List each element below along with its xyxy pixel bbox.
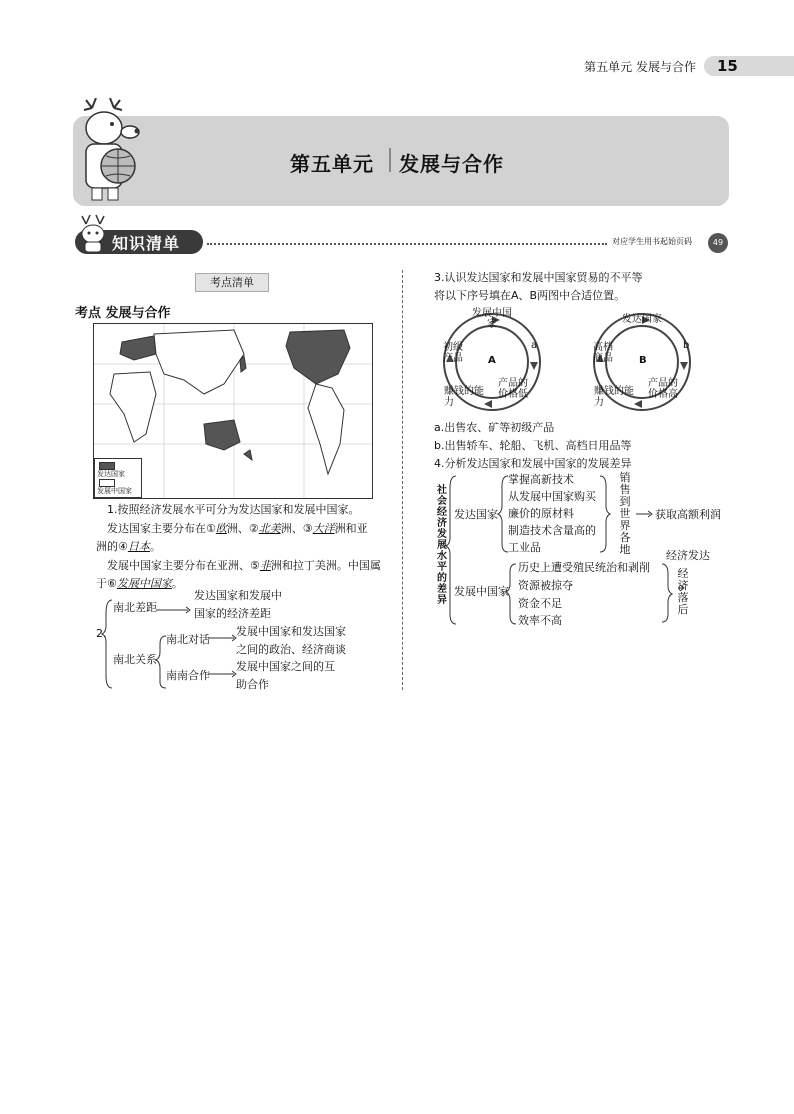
developing-item-4: 效率不高 xyxy=(518,614,562,627)
side-char: 经 xyxy=(437,507,447,518)
side-char: 平 xyxy=(437,562,447,573)
economy-developed: 经济发达 xyxy=(666,549,710,562)
option-a: a.出售农、矿等初级产品 xyxy=(434,421,555,434)
deer-small-icon xyxy=(76,214,112,254)
cycle-a-left: 初级产品 xyxy=(443,342,463,364)
sell-worldwide xyxy=(619,472,631,556)
page-number: 15 xyxy=(717,57,738,75)
sell-char: 销 xyxy=(619,471,631,484)
cycle-b-bottom-right: 产品的价格高 xyxy=(648,378,678,400)
question-3-line-1: 3.认识发达国家和发展中国家贸易的不平等 xyxy=(434,271,643,284)
p2-text: 发达国家主要分布在① xyxy=(107,522,216,535)
developed-item-4: 制造技术含量高的 xyxy=(508,524,596,537)
developing-label: 发展中国家 xyxy=(454,585,509,598)
p2-text-b: 洲、② xyxy=(226,522,259,535)
north-south-number: 2. xyxy=(96,627,107,640)
sell-char: 地 xyxy=(619,543,631,556)
question-3-line-2: 将以下序号填在A、B两图中合适位置。 xyxy=(434,289,626,302)
developed-item-1: 掌握高新技术 xyxy=(508,473,574,486)
economy-backward xyxy=(677,568,689,616)
p2-text-c: 洲、③ xyxy=(280,522,313,535)
sell-char: 各 xyxy=(619,531,631,544)
p5-text: 于⑥ xyxy=(96,577,117,590)
developing-item-3: 资金不足 xyxy=(518,597,562,610)
answer-4: 日本 xyxy=(127,540,150,553)
answer-5: 非 xyxy=(259,559,271,572)
south-south-desc-2: 助合作 xyxy=(236,678,269,691)
p4-text: 发展中国家主要分布在亚洲、⑤ xyxy=(107,559,260,572)
title-separator xyxy=(389,148,391,172)
para-3 xyxy=(96,537,161,557)
side-char: 差 xyxy=(437,584,447,595)
lag-char: 济 xyxy=(677,579,689,592)
p3-text-b: 。 xyxy=(149,540,161,553)
developing-item-2: 资源被掠夺 xyxy=(518,579,573,592)
sell-char: 界 xyxy=(619,519,631,532)
cycle-a-right: a xyxy=(531,340,538,351)
developed-item-2: 从发展中国家购买 xyxy=(508,490,596,503)
north-south-dialogue-label: 南北对话 xyxy=(166,633,210,646)
kaodian-tag: 考点清单 xyxy=(195,273,269,292)
para-1: 1.按照经济发展水平可分为发达国家和发展中国家。 xyxy=(107,503,360,516)
para-5 xyxy=(96,574,183,594)
cycle-a-bottom-right: 产品的价格低 xyxy=(498,378,528,400)
side-char: 异 xyxy=(437,595,447,606)
developed-label: 发达国家 xyxy=(454,508,498,521)
p4-text-b: 洲和拉丁美洲。中国属 xyxy=(270,559,381,572)
section-title: 知识清单 xyxy=(112,234,181,253)
legend-label-developing: 发展中国家 xyxy=(97,487,132,495)
north-south-gap-desc-1: 发达国家和发展中 xyxy=(194,589,282,602)
page-ref-label: 对应学生用书起始页码 xyxy=(612,237,692,246)
developing-item-1: 历史上遭受殖民统治和剥削 xyxy=(518,561,650,574)
side-char: 的 xyxy=(437,573,447,584)
cycle-a-bottom-left: 赚钱的能力 xyxy=(444,386,484,408)
north-south-dialogue-desc-2: 之间的政治、经济商谈 xyxy=(236,643,346,656)
cycle-b-top: 发达国家 xyxy=(622,314,662,325)
north-south-gap-desc-2: 国家的经济差距 xyxy=(194,607,271,620)
unit-subtitle: 发展与合作 xyxy=(399,152,504,176)
running-header: 第五单元 发展与合作 xyxy=(584,60,696,74)
side-char: 水 xyxy=(437,551,447,562)
north-south-gap-label: 南北差距 xyxy=(113,601,157,614)
cycle-a-top: 发展中国家 xyxy=(472,308,512,330)
south-south-desc-1: 发展中国家之间的互 xyxy=(236,660,335,673)
column-divider xyxy=(402,270,403,690)
answer-2: 北美 xyxy=(258,522,281,535)
para-2 xyxy=(96,519,368,539)
cycle-a-center: A xyxy=(488,355,496,366)
p2-text-d: 洲和亚 xyxy=(334,522,368,535)
world-map xyxy=(93,323,373,499)
p3-text: 洲的④ xyxy=(96,540,128,553)
answer-1: 欧 xyxy=(215,522,227,535)
cycle-b-center: B xyxy=(639,355,647,366)
answer-3: 大洋 xyxy=(312,522,335,535)
legend-label-developed: 发达国家 xyxy=(97,470,125,478)
high-profit: 获取高额利润 xyxy=(655,508,721,521)
answer-6: 发展中国家 xyxy=(116,577,172,590)
sell-char: 到 xyxy=(619,495,631,508)
cycle-b-bottom-left: 赚钱的能力 xyxy=(594,386,634,408)
deer-mascot-illustration xyxy=(74,98,146,206)
side-char: 发 xyxy=(437,529,447,540)
question-4: 4.分析发达国家和发展中国家的发展差异 xyxy=(434,457,632,470)
dotted-rule xyxy=(207,243,607,245)
lag-char: 落 xyxy=(677,591,689,604)
north-south-relation-label: 南北关系 xyxy=(113,653,157,666)
side-char: 社 xyxy=(437,485,447,496)
lag-char: 经 xyxy=(677,567,689,580)
unit-title: 第五单元 xyxy=(290,152,374,176)
cycle-b-right: b xyxy=(683,340,690,351)
para-4 xyxy=(107,556,381,576)
side-char: 济 xyxy=(437,518,447,529)
lag-char: 后 xyxy=(677,603,689,616)
sell-char: 售 xyxy=(619,483,631,496)
developed-item-3: 廉价的原材料 xyxy=(508,507,574,520)
map-legend xyxy=(94,458,142,498)
kaodian-title: 考点 发展与合作 xyxy=(75,306,171,321)
cycle-b-left: 高档商品 xyxy=(593,342,613,364)
option-b: b.出售轿车、轮船、飞机、高档日用品等 xyxy=(434,439,632,452)
side-char: 展 xyxy=(437,540,447,551)
south-south-cooperation-label: 南南合作 xyxy=(166,669,210,682)
p5-text-b: 。 xyxy=(171,577,183,590)
developed-item-5: 工业品 xyxy=(508,541,541,554)
sell-char: 世 xyxy=(619,507,631,520)
page-ref-number: 49 xyxy=(708,233,728,253)
side-char: 会 xyxy=(437,496,447,507)
north-south-dialogue-desc-1: 发展中国家和发达国家 xyxy=(236,625,346,638)
